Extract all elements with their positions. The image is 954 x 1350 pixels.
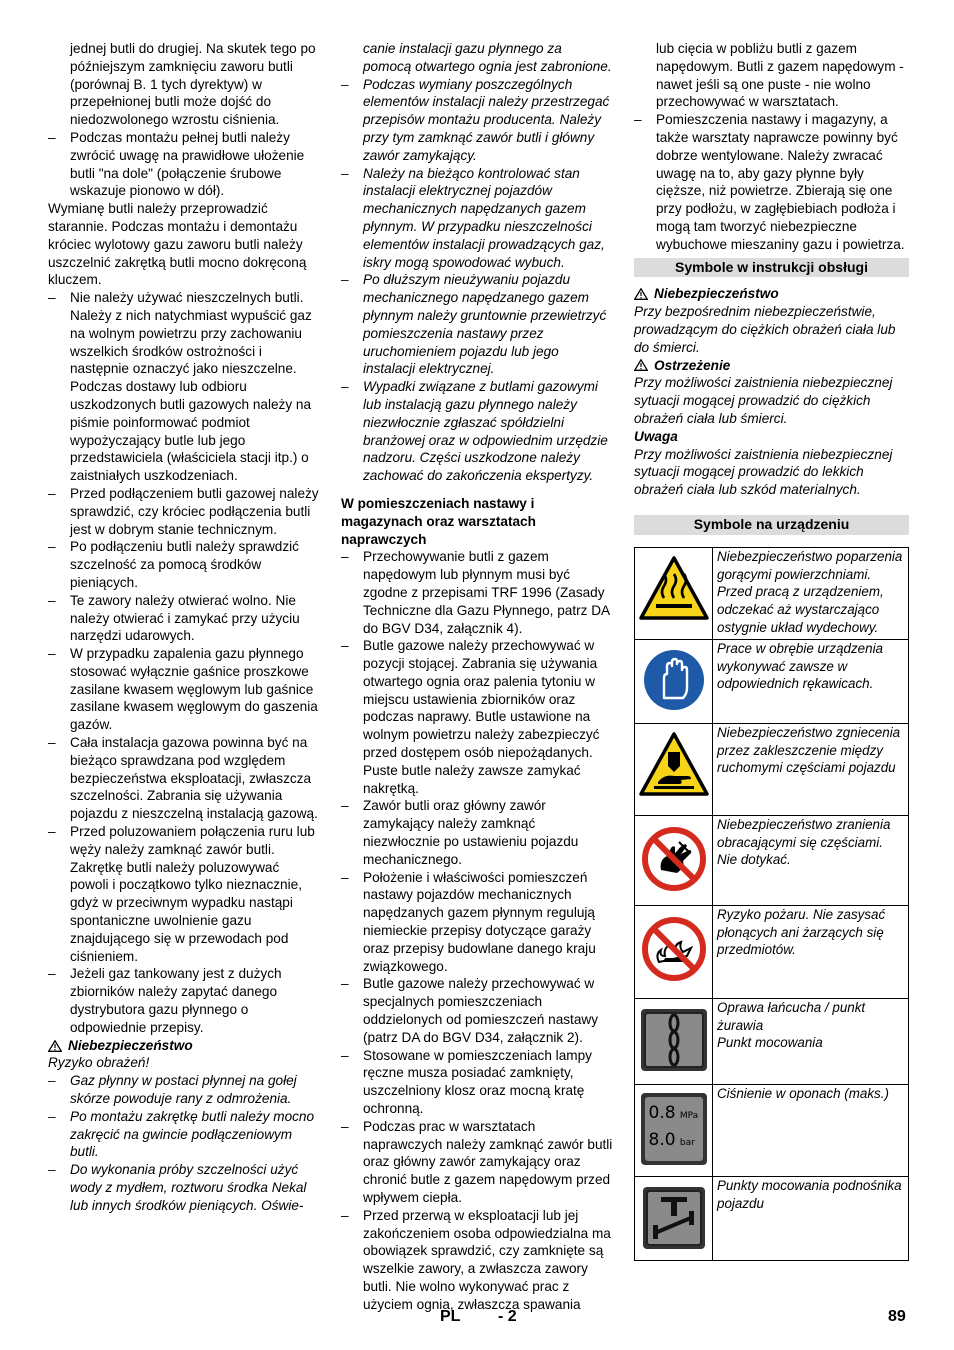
list-item: – Nie należy używać nieszczelnych butli. Należy z nich natychmiast wypuścić gaz na wolnym powietrzu przy zachowaniu wszelkich środków ostrożności i następnie oznaczyć jako nieszczelne. Podczas dostawy lub odbioru uszkodzonych butli gazowych należy na piśmie poinformować podmiot wypożyczający butle lub jego przedstawiciela (właściciela stacji itp.) o zaistniałych uszkodzeniach. [48,289,320,485]
section-heading: Symbole w instrukcji obsługi [634,258,909,278]
list-item: – Przed podłączeniem butli gazowej należy sprawdzić, czy króciec podłączenia butli jest w dobrym stanie technicznym. [48,485,320,538]
list-item: – Podczas prac w warsztatach naprawczych należy zamknąć zawór butli oraz główny zawór zamykający oraz chronić butle z gazem napędowym przed wpływem ciepła. [341,1118,613,1207]
list-item: – Te zawory należy otwierać wolno. Nie należy otwierać i zamykać przy użyciu narzędzi udarowych. [48,592,320,645]
table-row [635,723,909,815]
no-touch-rotating-icon [641,826,707,892]
paragraph: lub cięcia w pobliżu butli z gazem napędowym. Butli z gazem napędowym - nawet jeśli są one puste - nie wolno przechowywać w warsztatach. [656,41,904,110]
danger-heading [634,285,909,303]
list-item: – Jeżeli gaz tankowany jest z dużych zbiorników należy zapytać danego dystrybutora gazu płynnego o odpowiednie przepisy. [48,965,320,1036]
symbol-description: Prace w obrębie urządzenia wykonywać zawsze w odpowiednich rękawicach. [713,639,909,723]
list-item: – Gaz płynny w postaci płynnej na gołej skórze powoduje rany z odmrożenia. [48,1072,320,1108]
list-item: – Po montażu zakrętkę butli należy mocno zakręcić na gwincie podłączeniowym butli. [48,1108,320,1161]
list-item: – Butle gazowe należy przechowywać w specjalnych pomieszczeniach oddzielonych od pomieszczeń nastawy (patrz DA do BGV D34, załącznik 2). [341,975,613,1046]
bullet-list [634,111,909,253]
symbol-cell [635,723,713,815]
symbol-description: Niebezpieczeństwo poparzenia gorącymi powierzchniami. Przed pracą z urządzeniem, odczekać aż wystarczająco ostygnie układ wydechowy. [713,547,909,639]
danger-label: Niebezpieczeństwo [68,1037,193,1053]
symbol-cell [635,905,713,998]
pressure-value-bar: 8.0 [648,1129,676,1150]
bullet-list [48,289,320,1036]
column-2 [341,40,613,1314]
warning-heading [634,357,909,375]
danger-subtitle: Ryzyko obrażeń! [48,1055,150,1071]
symbol-cell [635,547,713,639]
section-heading: W pomieszczeniach nastawy i magazynach oraz warsztatach naprawczych [341,495,536,547]
list-item: – Butle gazowe należy przechowywać w pozycji stojącej. Zabrania się używania otwartego ognia oraz palenia tytoniu w miejscu ustawienia zbiorników oraz podczas naprawy. Butle ustawione na wolnym powietrzu należy zabezpieczyć przed dostępem osób niepożądanych. Puste butle należy zawsze zamykać nakrętką. [341,637,613,797]
warning-label: Ostrzeżenie [654,357,731,373]
list-item: – Przechowywanie butli z gazem napędowym lub płynnym musi być zgodne z przepisami TRF 1996 (Zasady Techniczne dla Gazu Płynnego, patrz DA do BGV D34, załącznik 4). [341,548,613,637]
warning-triangle-icon [634,288,648,300]
list-item: – Cała instalacja gazowa powinna być na bieżąco sprawdzana pod względem bezpieczeństwa eksploatacji, zwłaszcza szczelności. Zabrania się używania pojazdu z nieszczelną instalacją gazową. [48,734,320,823]
warning-triangle-icon [634,359,648,371]
list-item: – Należy na bieżąco kontrolować stan instalacji elektrycznej pojazdów mechanicznych napędzanych gazem płynnym. W przypadku nieszczelności elementów instalacji prowadzących gaz, iskry mogą spowodować wybuch. [341,165,613,272]
hot-surface-warning-icon [638,554,710,626]
list-item: – Po podłączeniu butli należy sprawdzić szczelność za pomocą środków pieniących. [48,538,320,591]
danger-list [48,1072,320,1214]
list-item: – Przed poluzowaniem połączenia ruru lub węży należy zamknąć zawór butli. Zakrętkę butli należy poluzowywać powoli i początkowo tylko nieznacznie, gdyż w przeciwnym wypadku nastąpi spontaniczne uwolnienie gazu znajdującego się w przewodach pod ciśnieniem. [48,823,320,965]
list-item: – Wypadki związane z butlami gazowymi lub instalacją gazu płynnego należy niezwłocznie zgłaszać spółdzielni branżowej oraz w odpowiednim urzędzie nadzoru. Części uszkodzone należy zachować do zakończenia ekspertyzy. [341,378,613,485]
symbol-cell [635,815,713,905]
caution-text: Przy możliwości zaistnienia niebezpiecznej sytuacji mogącej prowadzić do lekkich obrażeń ciała lub szkód materialnych. [634,446,893,498]
symbol-cell [635,998,713,1084]
paragraph: jednej butli do drugiej. Na skutek tego po późniejszym zamknięciu zaworu butli (porównaj B. 1 tych dyrektyw) w przepełnionej butli może dojść do niedozwolonego wzrostu ciśnienia. [70,41,316,128]
symbol-cell [635,639,713,723]
danger-label: Niebezpieczeństwo [654,286,779,302]
tire-pressure-icon [641,1093,707,1165]
table-row [635,905,909,998]
list-item: – Podczas wymiany poszczególnych elementów instalacji należy przestrzegać przepisów montażu producenta. Należy przy tym zamknąć zawór butli i główny zawór zamykający. [341,76,613,165]
list-item: – Pomieszczenia nastawy i magazyny, a także warsztaty naprawcze powinny być dobrze wentylowane. Należy zwracać uwagę na to, aby gazy płynne były cięższe, niż powietrze. Zbierają się one przy podłożu, w zagłębiebiach podłoża i mogą tam tworzyć niebezpieczne wybuchowe mieszaniny gazu i powietrza. [634,111,909,253]
footer-page-number: 89 [888,1308,906,1325]
pressure-value-mpa: 0.8 [648,1102,676,1123]
table-row [635,998,909,1084]
table-row [635,815,909,905]
symbol-description: Ciśnienie w oponach (maks.) [713,1084,909,1176]
crush-warning-icon [638,730,710,802]
column-3 [634,40,909,1261]
paragraph: canie instalacji gazu płynnego za pomocą otwartego ognia jest zabronione. [363,41,612,74]
symbol-cell [635,1084,713,1176]
symbol-description: Punkty mocowania podnośnika pojazdu [713,1176,909,1260]
paragraph: Wymianę butli należy przeprowadzić starannie. Podczas montażu i demontażu króciec wylotowy gazu zaworu butli należy uszczelnić zakrętką butli mocno dokręconą kluczem. [48,201,307,288]
table-row [635,1176,909,1260]
danger-text: Przy bezpośrednim niebezpieczeństwie, prowadzącym do ciężkich obrażeń ciała lub do śmierci. [634,304,896,355]
symbols-table [634,547,909,1261]
pressure-unit-bar: bar [679,1137,695,1148]
list-item: – W przypadku zapalenia gazu płynnego stosować wyłącznie gaśnice proszkowe zasilane kwasem węglowym lub gaśnice zasilane kwasem węglowym do gaszenia gazów. [48,645,320,734]
symbol-description: Niebezpieczeństwo zranienia obracającymi się częściami. Nie dotykać. [713,815,909,905]
symbol-description: Oprawa łańcucha / punkt żurawia Punkt mocowania [713,998,909,1084]
column-1 [48,40,320,1215]
table-row [635,1084,909,1176]
gloves-mandatory-icon [642,648,706,712]
footer-section: - 2 [498,1308,517,1325]
list-item: – Do wykonania próby szczelności użyć wody z mydłem, roztworu środka Nekal lub innych środków pieniących. Oświe- [48,1161,320,1214]
list-item: – Stosowane w pomieszczeniach lampy ręczne musza posiadać zamknięty, uszczelniony klosz oraz mocną kratę ochronną. [341,1047,613,1118]
no-fire-icon [641,916,707,982]
lift-point-icon [641,1185,707,1251]
table-row [635,547,909,639]
list-item: – Podczas montażu pełnej butli należy zwrócić uwagę na prawidłowe ułożenie butli "na dole" (połączenie śrubowe wskazuje pionowo w dół). [48,129,320,200]
footer-language: PL [440,1308,461,1325]
bullet-list [341,76,613,485]
list-item: – Przed przerwą w eksploatacji lub jej zakończeniem osoba odpowiedzialna ma obowiązek sprawdzić, czy zamknięte są wszelkie zawory, a zwłaszcza zawory butli. Nie wolno wykonywać prac z użyciem ognia, zwłaszcza spawania [341,1207,613,1314]
list-item: – Po dłuższym nieużywaniu pojazdu mechanicznego napędzanego gazem płynnym należy gruntownie przewietrzyć pomieszczenia nastawy przez uruchomieniem pojazdu lub jego instalacji elektrycznej. [341,271,613,378]
danger-heading [48,1037,320,1055]
chain-icon [639,1007,709,1073]
table-row [635,639,909,723]
section-heading: Symbole na urządzeniu [634,515,909,535]
list-item: – Położenie i właściwości pomieszczeń nastawy pojazdów mechanicznych napędzanych gazem płynnym regulują niemieckie przepisy dotyczące garaży oraz przepisy budowlane danego kraju związkowego. [341,869,613,976]
warning-text: Przy możliwości zaistnienia niebezpiecznej sytuacji mogącej prowadzić do ciężkich obrażeń ciała lub śmierci. [634,375,893,426]
symbol-description: Niebezpieczeństwo zgniecenia przez zakleszczenie między ruchomymi częściami pojazdu [713,723,909,815]
warning-triangle-icon [48,1040,62,1052]
symbol-cell [635,1176,713,1260]
bullet-list [48,129,320,200]
list-item: – Zawór butli oraz główny zawór zamykający należy zamknąć niezwłocznie po ustawieniu pojazdu mechanicznego. [341,797,613,868]
caution-label: Uwaga [634,428,678,444]
bullet-list [341,548,613,1313]
pressure-unit-mpa: MPa [679,1110,699,1121]
symbol-description: Ryzyko pożaru. Nie zasysać płonących ani żarzących się przedmiotów. [713,905,909,998]
